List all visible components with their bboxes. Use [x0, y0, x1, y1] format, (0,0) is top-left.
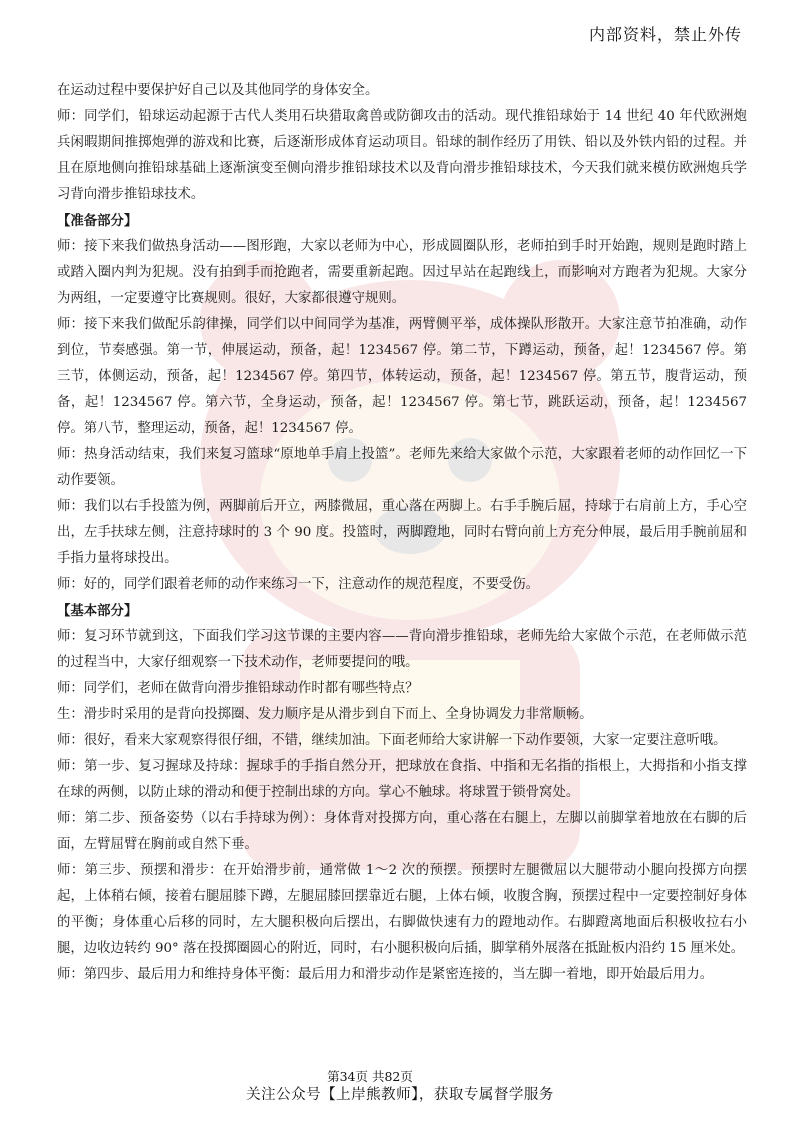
body-paragraph: 师：第二步、预备姿势（以右手持球为例）：身体背对投掷方向，重心落在右腿上，左脚以前脚掌着地放在右脚的后面，左臂屈臂在胸前或自然下垂。 [57, 811, 747, 852]
section-heading: 【基本部分】 [57, 603, 138, 619]
body-paragraph: 在运动过程中要保护好自己以及其他同学的身体安全。 [57, 83, 379, 98]
page-footer [0, 1068, 800, 1104]
body-paragraph: 师：第四步、最后用力和维持身体平衡：最后用力和滑步动作是紧密连接的，当左脚一着地，即开始最后用力。 [57, 967, 714, 982]
body-paragraph: 师：我们以右手投篮为例，两脚前后开立，两膝微屈，重心落在两脚上。右手手腕后屈，持球于右肩前上方，手心空出，左手扶球左侧，注意持球时的 3 个 90 度。投篮时，两脚蹬地，同时右臂向前上方充分伸展，最后用手腕前屈和手指力量将球投出。 [57, 499, 747, 566]
body-paragraph: 师：同学们，铅球运动起源于古代人类用石块猎取禽兽或防御攻击的活动。现代推铅球始于 14 世纪 40 年代欧洲炮兵闲暇期间推掷炮弹的游戏和比赛，后逐渐形成体育运动项目。铅球的制作经历了用铁、铅以及外铁内铅的过程。并且在原地侧向推铅球基础上逐渐演变至侧向滑步推铅球技术以及背向滑步推铅球技术，今天我们就来模仿欧洲炮兵学习背向滑步推铅球技术。 [57, 109, 747, 202]
document-body [57, 78, 747, 988]
body-paragraph: 师：第一步、复习握球及持球：握球手的手指自然分开，把球放在食指、中指和无名指的指根上，大拇指和小指支撑在球的两侧，以防止球的滑动和便于控制出球的方向。掌心不触球。将球置于锁骨窝处。 [57, 759, 747, 800]
confidential-header-note: 内部资料，禁止外传 [588, 25, 742, 44]
body-paragraph: 师：第三步、预摆和滑步：在开始滑步前，通常做 1～2 次的预摆。预摆时左腿微屈以大腿带动小腿向投掷方向摆起，上体稍右倾，接着右腿屈膝下蹲，左腿屈膝回摆靠近右腿，上体右倾，收腹含胸，预摆过程中一定要控制好身体的平衡；身体重心后移的同时，左大腿积极向后摆出，右脚做快速有力的蹬地动作。右脚蹬离地面后积极收拉右小腿，边收边转约 90° 落在投掷圈圆心的附近，同时，右小腿积极向后插，脚掌稍外展落在抵趾板内沿约 15 厘米处。 [57, 863, 747, 956]
body-paragraph: 师：好的，同学们跟着老师的动作来练习一下，注意动作的规范程度，不要受伤。 [57, 577, 540, 592]
page-number: 第34页 共82页 [327, 1069, 413, 1084]
section-heading: 【准备部分】 [57, 213, 138, 229]
body-paragraph: 师：同学们，老师在做背向滑步推铅球动作时都有哪些特点？ [57, 681, 419, 696]
body-paragraph: 师：热身活动结束，我们来复习篮球“原地单手肩上投篮”。老师先来给大家做个示范，大家跟着老师的动作回忆一下动作要领。 [57, 447, 747, 488]
body-paragraph: 师：复习环节就到这，下面我们学习这节课的主要内容——背向滑步推铅球，老师先给大家做个示范，在老师做示范的过程当中，大家仔细观察一下技术动作，老师要提问的哦。 [57, 629, 747, 670]
footer-promo-text: 关注公众号【上岸熊教师】，获取专属督学服务 [246, 1087, 554, 1103]
body-paragraph: 生：滑步时采用的是背向投掷圈、发力顺序是从滑步到自下而上、全身协调发力非常顺畅。 [57, 707, 593, 722]
body-paragraph: 师：很好，看来大家观察得很仔细，不错，继续加油。下面老师给大家讲解一下动作要领，大家一定要注意听哦。 [57, 733, 727, 748]
body-paragraph: 师：接下来我们做热身活动——图形跑，大家以老师为中心，形成圆圈队形，老师拍到手时开始跑，规则是跑时踏上或踏入圈内判为犯规。没有拍到手而抢跑者，需要重新起跑。因过早站在起跑线上，而影响对方跑者为犯规。大家分为两组，一定要遵守比赛规则。很好，大家都很遵守规则。 [57, 239, 747, 306]
body-paragraph: 师：接下来我们做配乐韵律操，同学们以中间同学为基准，两臂侧平举，成体操队形散开。大家注意节拍准确，动作到位，节奏感强。第一节，伸展运动，预备，起！1234567 停。第二节，下蹲运动，预备，起！1234567 停。第三节，体侧运动，预备，起！1234567 停。第四节，体转运动，预备，起！1234567 停。第五节，腹背运动，预备，起！1234567 停。第六节，全身运动，预备，起！1234567 停。第七节，跳跃运动，预备，起！1234567 停。第八节，整理运动，预备，起！1234567 停。 [57, 317, 747, 436]
